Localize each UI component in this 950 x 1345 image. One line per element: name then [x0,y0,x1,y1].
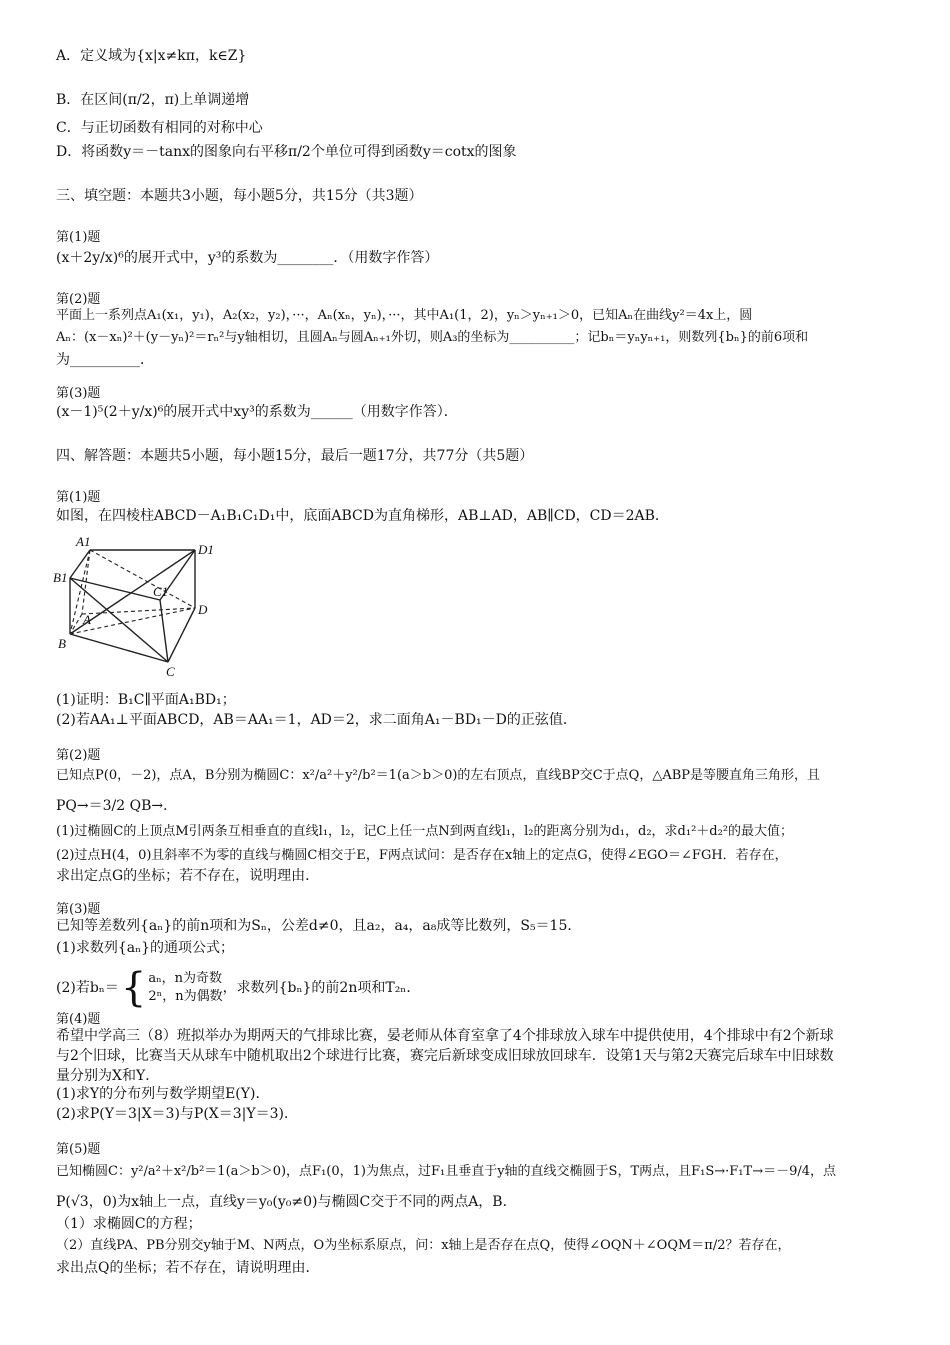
s4-q2-line2: PQ→＝3/2 QB→． [56,798,178,814]
s4-q2-head: 第(2)题 [56,748,101,763]
fig-label-b1: B1 [53,570,68,585]
s3-q2-line2: Aₙ：(x－xₙ)²＋(y－yₙ)²＝rₙ²与y轴相切，且圆Aₙ与圆Aₙ₊₁外切，则A₃的坐标为__________；记bₙ＝yₙyₙ₊₁，则数列{bₙ}的前6项和 [56,330,809,345]
s3-q1-text: (x＋2y/x)⁶的展开式中，y³的系数为________．（用数字作答） [56,250,439,266]
s4-q2-line1: 已知点P(0，－2)，点A，B分别为椭圆C：x²/a²＋y²/b²＝1(a＞b＞0)的左右顶点，直线BP交C于点Q，△ABP是等腰直角三角形，且 [56,768,821,783]
s3-q3-text: (x－1)⁵(2＋y/x)⁶的展开式中xy³的系数为______（用数字作答）． [56,404,458,420]
s4-q3-part2-pre: (2)若bₙ＝ [56,980,119,996]
s3-q1-head: 第(1)题 [56,230,101,245]
s4-q4-line3: 量分别为X和Y． [56,1068,160,1084]
option-c: C．与正切函数有相同的对称中心 [56,120,263,136]
s4-q1-head: 第(1)题 [56,490,101,505]
section3-title: 三、填空题：本题共3小题，每小题5分，共15分（共3题） [56,188,423,204]
section4-title: 四、解答题：本题共5小题，每小题15分，最后一题17分，共77分（共5题） [56,448,534,464]
s4-q3-text: 已知等差数列{aₙ}的前n项和为Sₙ，公差d≠0，且a₂，a₄，a₈成等比数列，S₅＝15． [56,918,582,934]
s4-q4-head: 第(4)题 [56,1012,101,1027]
piecewise-cases [148,970,222,1006]
brace-glyph: { [120,965,147,1011]
s4-q3-head: 第(3)题 [56,902,101,917]
s4-q2-part2b: 求出定点G的坐标；若不存在，说明理由． [56,868,320,884]
s4-q5-line1: 已知椭圆C：y²/a²＋x²/b²＝1(a＞b＞0)，点F₁(0，1)为焦点，过F₁且垂直于y轴的直线交椭圆于S，T两点，且F₁S→·F₁T→＝－9/4，点 [56,1164,837,1179]
s4-q1-part1: (1)证明：B₁C∥平面A₁BD₁； [56,692,236,708]
fig-label-d: D [198,602,208,617]
s4-q5-part2a: （2）直线PA、PB分别交y轴于M、N两点，O为坐标系原点，问：x轴上是否存在点Q，使得∠OQN＋∠OQM＝π/2？若存在， [56,1238,791,1253]
option-a: A．定义域为{x|x≠kπ，k∈Z} [56,48,247,64]
s4-q1-text: 如图，在四棱柱ABCD－A₁B₁C₁D₁中，底面ABCD为直角梯形，AB⊥AD，AB∥CD，CD＝2AB． [56,508,669,524]
s4-q2-part1: (1)过椭圆C的上顶点M引两条互相垂直的直线l₁，l₂，记C上任一点N到两直线l₁，l₂的距离分别为d₁，d₂，求d₁²＋d₂²的最大值； [56,824,794,839]
fig-label-c: C [166,664,175,679]
s3-q2-head: 第(2)题 [56,292,101,307]
s4-q4-part1: (1)求Y的分布列与数学期望E(Y)． [56,1086,270,1102]
s3-q3-head: 第(3)题 [56,386,101,401]
fig-label-d1: D1 [198,542,214,557]
fig-label-c1: C1 [153,584,169,599]
s4-q4-part2: (2)求P(Y＝3|X＝3)与P(X＝3|Y＝3)． [56,1106,298,1122]
fig-label-b: B [58,636,66,651]
option-d: D．将函数y＝－tanx的图象向右平移π/2个单位可得到函数y＝cotx的图象 [56,144,517,160]
s3-q2-line1: 平面上一系列点A₁(x₁，y₁)，A₂(x₂，y₂)，···，Aₙ(xₙ，yₙ)，···，其中A₁(1，2)，yₙ＞yₙ₊₁＞0，已知Aₙ在曲线y²＝4x上，圆 [56,308,753,323]
s4-q3-part2-post: ，求数列{bₙ}的前2n项和T₂ₙ． [222,980,421,996]
s4-q4-line2: 与2个旧球，比赛当天从球车中随机取出2个球进行比赛，赛完后新球变成旧球放回球车．设第1天与第2天赛完后球车中旧球数 [56,1048,834,1064]
s4-q2-part2a: (2)过点H(4，0)且斜率不为零的直线与椭圆C相交于E，F两点试问：是否存在x轴上的定点G，使得∠EGO＝∠FGH．若存在， [56,848,788,863]
s4-q5-part2b: 求出点Q的坐标；若不存在，请说明理由． [56,1260,320,1276]
case-even: 2ⁿ，n为偶数 [148,989,223,1004]
s4-q1-part2: (2)若AA₁⊥平面ABCD，AB＝AA₁＝1，AD＝2，求二面角A₁－BD₁－D的正弦值． [56,712,577,728]
s4-q4-line1: 希望中学高三（8）班拟举办为期两天的气排球比赛，晏老师从体育室拿了4个排球放入球车中提供使用，4个排球中有2个新球 [56,1028,834,1044]
s4-q3-part1: (1)求数列{aₙ}的通项公式； [56,940,235,956]
prism-figure [50,532,230,682]
s3-q2-line3: 为__________． [56,352,154,368]
fig-label-a1: A1 [76,534,91,549]
s4-q3-part2 [56,965,910,1011]
option-b: B．在区间(π/2，π)上单调递增 [56,92,250,108]
s4-q5-head: 第(5)题 [56,1142,101,1157]
s4-q5-line2: P(√3，0)为x轴上一点，直线y＝y₀(y₀≠0)与椭圆C交于不同的两点A，B． [56,1194,517,1210]
s4-q5-part1: （1）求椭圆C的方程； [56,1216,202,1232]
fig-label-a: A [83,612,91,627]
case-odd: aₙ，n为奇数 [148,971,223,986]
